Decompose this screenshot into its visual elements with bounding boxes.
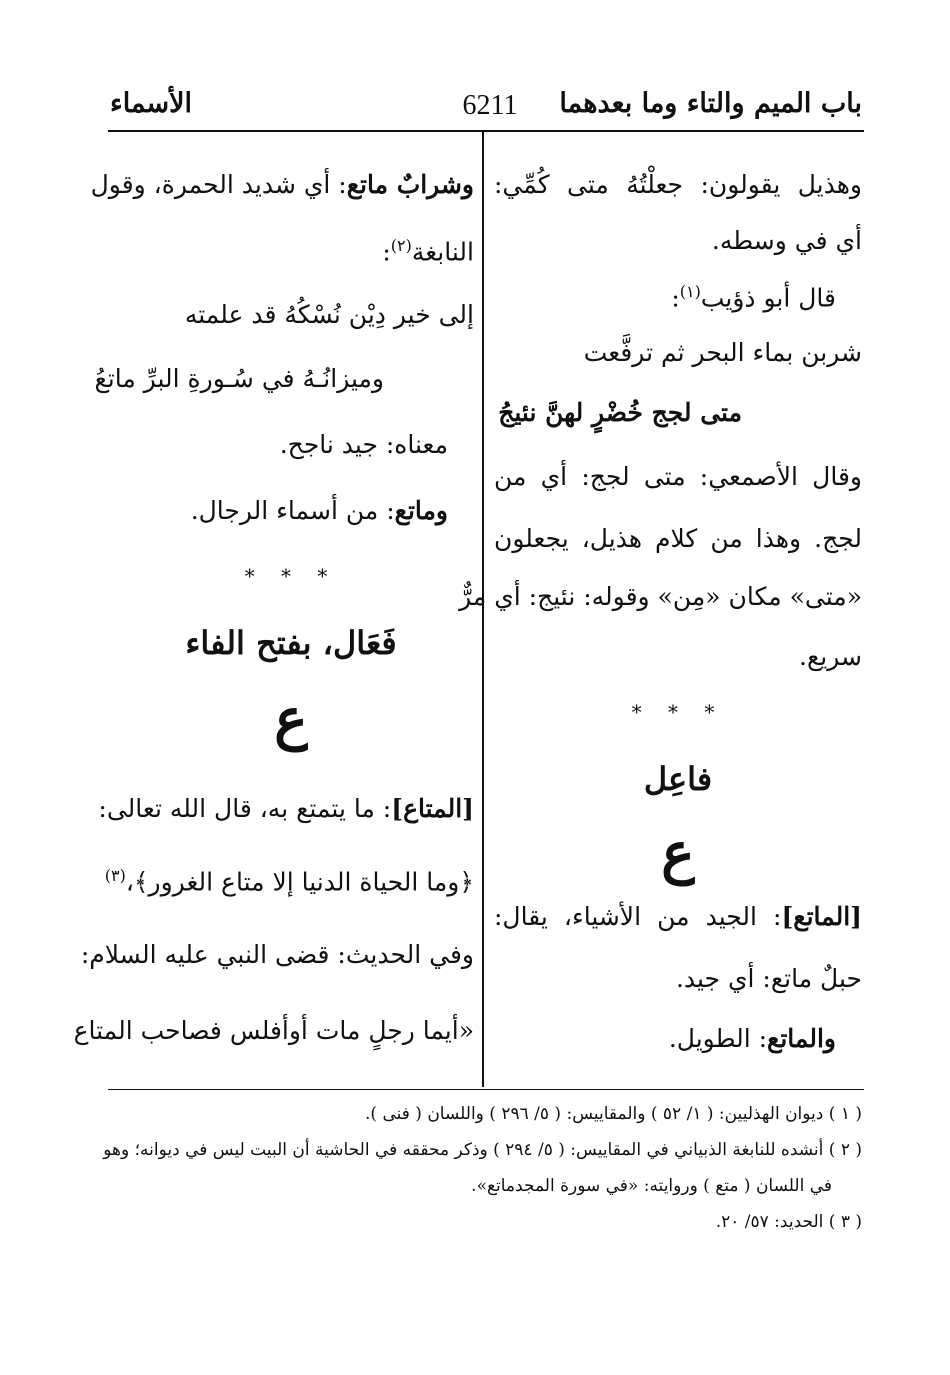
footnote: ( ٣ ) الحديد: ٥٧/ ٢٠. <box>715 1212 862 1232</box>
entry-term: وماتع <box>394 496 448 525</box>
section-stars: * * * <box>631 700 725 724</box>
verse-line: شربن بماء البحر ثم ترفَّعت <box>583 338 862 367</box>
entry-term: [المتاع] <box>391 794 474 823</box>
footnote: في اللسان ( متع ) وروايته: «في سورة المجدماتع». <box>471 1176 832 1196</box>
entry-term: والماتع <box>767 1024 836 1053</box>
footnote: ( ٢ ) أنشده للنابغة الذبياني في المقاييس: ( ٥/ ٢٩٤ ) وذكر محققه في الحاشية أن البيت ليس في ديوانه؛ وهو <box>103 1140 862 1160</box>
text-line: وهذيل يقولون: جعلْتُهُ متى كُمِّي: <box>494 170 862 199</box>
text-span: ﴿وما الحياة الدنيا إلا متاع الغرور﴾، <box>125 867 474 897</box>
section-heading: فاعِل <box>643 760 713 798</box>
entry-line <box>98 794 474 823</box>
text-line: أي في وسطه. <box>711 226 862 255</box>
verse-line: متى لجج خُضْرٍ لهنَّ نئيجُ <box>498 398 742 427</box>
verse-line: إلى خير دِيْن نُسْكُهُ قد علمته <box>184 300 474 329</box>
footnote-rule <box>108 1089 864 1090</box>
text-span: : الجيد من الأشياء، يقال: <box>494 902 782 931</box>
footnote-ref: (٣) <box>104 866 126 885</box>
entry-line <box>191 496 448 525</box>
right-column <box>459 150 862 1080</box>
root-letter: ع <box>661 820 695 886</box>
text-line: وفي الحديث: قضى النبي عليه السلام: <box>80 940 474 969</box>
section-heading: فَعَال، بفتح الفاء <box>185 624 397 662</box>
text-line: «أيما رجلٍ مات أوأفلس فصاحب المتاع <box>73 1016 474 1045</box>
entry-term: وشرابٌ ماتع <box>346 170 474 199</box>
text-line: «متى» مكان «مِن» وقوله: نئيج: أي مرٌّ <box>459 582 862 611</box>
text-line: وقال الأصمعي: متى لجج: أي من <box>494 462 862 491</box>
verse-line: وميزانُـهُ في سُـورةِ البرِّ ماتعُ <box>94 364 384 393</box>
left-column <box>73 150 474 1080</box>
text-line: حبلٌ ماتع: أي جيد. <box>675 964 862 993</box>
text-span: : <box>671 283 680 313</box>
page-number: 6211 <box>462 90 518 121</box>
running-header-right: باب الميم والتاء وما بعدهما <box>559 88 862 119</box>
text-span: قال أبو ذؤيب <box>700 283 836 313</box>
text-span: النابغة <box>411 237 474 267</box>
root-letter: ع <box>274 686 308 752</box>
text-span: : أي شديد الحمرة، وقول <box>90 170 347 199</box>
text-line <box>382 236 474 266</box>
footnote-ref: (٢) <box>390 236 412 255</box>
text-span: : الطويل. <box>668 1024 768 1053</box>
text-line: معناه: جيد ناجح. <box>279 430 448 459</box>
quran-verse-line <box>105 866 474 896</box>
section-stars: * * * <box>244 564 338 588</box>
footnote-ref: (١) <box>679 282 701 301</box>
running-header-left: الأسماء <box>110 88 193 119</box>
text-line: لجج. وهذا من كلام هذيل، يجعلون <box>494 524 862 553</box>
footnote: ( ١ ) ديوان الهذليين: ( ١/ ٥٢ ) والمقاييس: ( ٥/ ٢٩٦ ) واللسان ( فنى ). <box>365 1104 862 1124</box>
text-line <box>671 282 836 312</box>
text-span: : من أسماء الرجال. <box>190 496 395 525</box>
text-span: : <box>382 237 391 267</box>
entry-line <box>494 902 862 931</box>
text-span: : ما يتمتع به، قال الله تعالى: <box>98 794 392 823</box>
text-line: سريع. <box>799 642 862 671</box>
entry-term: [الماتع] <box>781 902 862 931</box>
header-rule <box>108 130 864 132</box>
entry-line <box>90 170 474 199</box>
entry-line <box>669 1024 836 1053</box>
